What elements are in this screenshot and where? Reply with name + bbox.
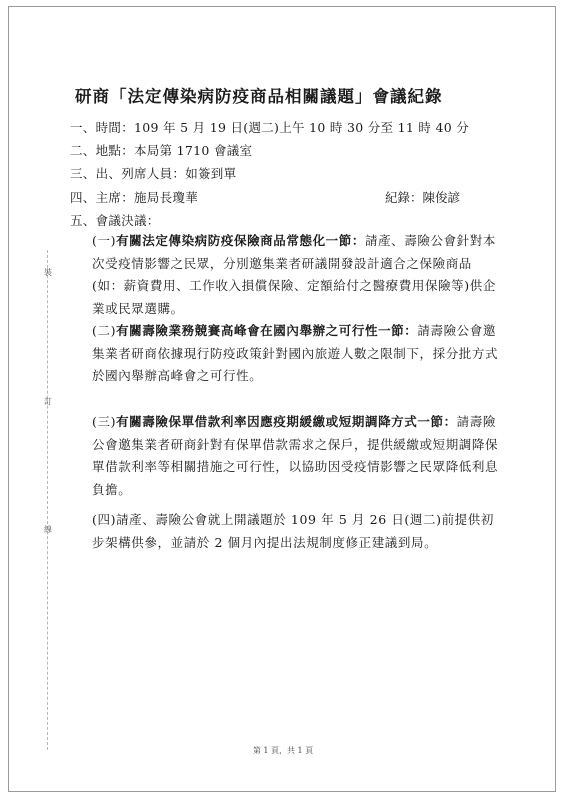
resolution-3-body: 請壽險公會邀集業者研商針對有保單借款需求之保戶，提供緩繳或短期調降保單借款利率等相關措施之可行性，以協助因受疫情影響之民眾降低利息負擔。 — [92, 414, 499, 497]
binding-mark-3: 線 — [44, 525, 52, 534]
resolution-4-label: (四) — [92, 512, 117, 527]
binding-mark-2: 訂 — [44, 397, 52, 406]
meeting-time: 一、時間：109 年 5 月 19 日(週二)上午 10 時 30 分至 11 時 40 分 — [70, 120, 470, 135]
resolution-3-heading: 有關壽險保單借款利率因應疫期緩繳或短期調降方式一節： — [116, 414, 457, 429]
resolution-2-heading: 有關壽險業務競賽高峰會在國內舉辦之可行性一節： — [116, 323, 418, 338]
resolution-1 — [92, 230, 500, 320]
resolution-3-label: (三) — [92, 414, 117, 429]
resolutions-heading: 五、會議決議： — [70, 213, 160, 228]
meeting-place: 二、地點：本局第 1710 會議室 — [70, 143, 253, 158]
binding-mark-1: 裝 — [44, 268, 52, 277]
resolution-2 — [92, 320, 500, 388]
meeting-chair: 四、主席：施局長瓊華 — [70, 190, 199, 205]
resolution-4 — [92, 509, 500, 554]
resolution-1-label: (一) — [92, 233, 117, 248]
meeting-attendees: 三、出、列席人員：如簽到單 — [70, 166, 237, 181]
binding-line — [47, 250, 48, 750]
resolution-3 — [92, 411, 500, 501]
meeting-recorder: 紀錄：陳俊諺 — [385, 190, 461, 205]
page-number-footer: 第 1 頁，共 1 頁 — [252, 746, 314, 755]
resolution-4-body: 請產、壽險公會就上開議題於 109 年 5 月 26 日(週二)前提供初步架構供參，並請於 2 個月內提出法規制度修正建議到局。 — [92, 512, 494, 550]
resolution-2-body: 請壽險公會邀集業者研商依據現行防疫政策針對國內旅遊人數之限制下，採分批方式於國內舉辦高峰會之可行性。 — [92, 323, 499, 383]
document-title: 研商「法定傳染病防疫商品相關議題」會議紀錄 — [75, 87, 443, 106]
resolution-1-heading: 有關法定傳染病防疫保險商品常態化一節： — [116, 233, 365, 248]
resolution-2-label: (二) — [92, 323, 117, 338]
resolution-1-body: 請產、壽險公會針對本次受疫情影響之民眾，分別邀集業者研議開發設計適合之保險商品(如：薪資費用、工作收入損償保險、定額給付之醫療費用保險等)供企業或民眾選購。 — [92, 233, 496, 316]
